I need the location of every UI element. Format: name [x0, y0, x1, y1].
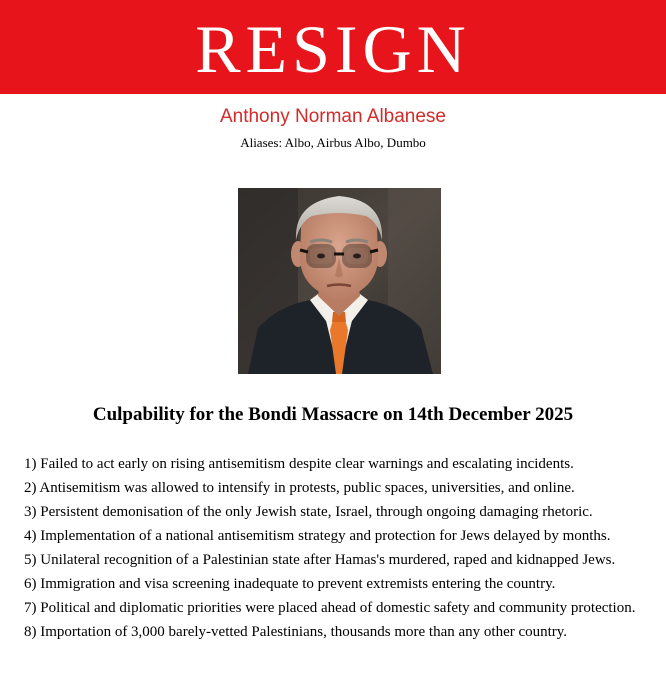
portrait-illustration	[238, 188, 441, 374]
subject-name: Anthony Norman Albanese	[219, 106, 447, 127]
reason-item: 1) Failed to act early on rising antisemitism despite clear warnings and escalating incidents.	[24, 456, 574, 472]
portrait-photo	[238, 188, 441, 374]
subject-aliases: Aliases: Albo, Airbus Albo, Dumbo	[240, 135, 426, 150]
reasons-list	[24, 452, 652, 644]
reason-item: 7) Political and diplomatic priorities were placed ahead of domestic safety and community protection.	[24, 600, 636, 616]
resign-banner	[0, 0, 666, 94]
reason-item: 3) Persistent demonisation of the only Jewish state, Israel, through ongoing damaging rhetoric.	[24, 504, 593, 520]
reason-item: 6) Immigration and visa screening inadequate to prevent extremists entering the country.	[24, 576, 556, 592]
culpability-heading: Culpability for the Bondi Massacre on 14th December 2025	[92, 404, 574, 425]
reason-item: 8) Importation of 3,000 barely-vetted Palestinians, thousands more than any other country.	[24, 624, 568, 640]
reason-item: 4) Implementation of a national antisemitism strategy and protection for Jews delayed by months.	[24, 528, 611, 544]
reason-item: 5) Unilateral recognition of a Palestinian state after Hamas's murdered, raped and kidnapped Jews.	[24, 552, 616, 568]
reason-item: 2) Antisemitism was allowed to intensify in protests, public spaces, universities, and online.	[24, 480, 575, 496]
banner-title: RESIGN	[195, 11, 471, 87]
